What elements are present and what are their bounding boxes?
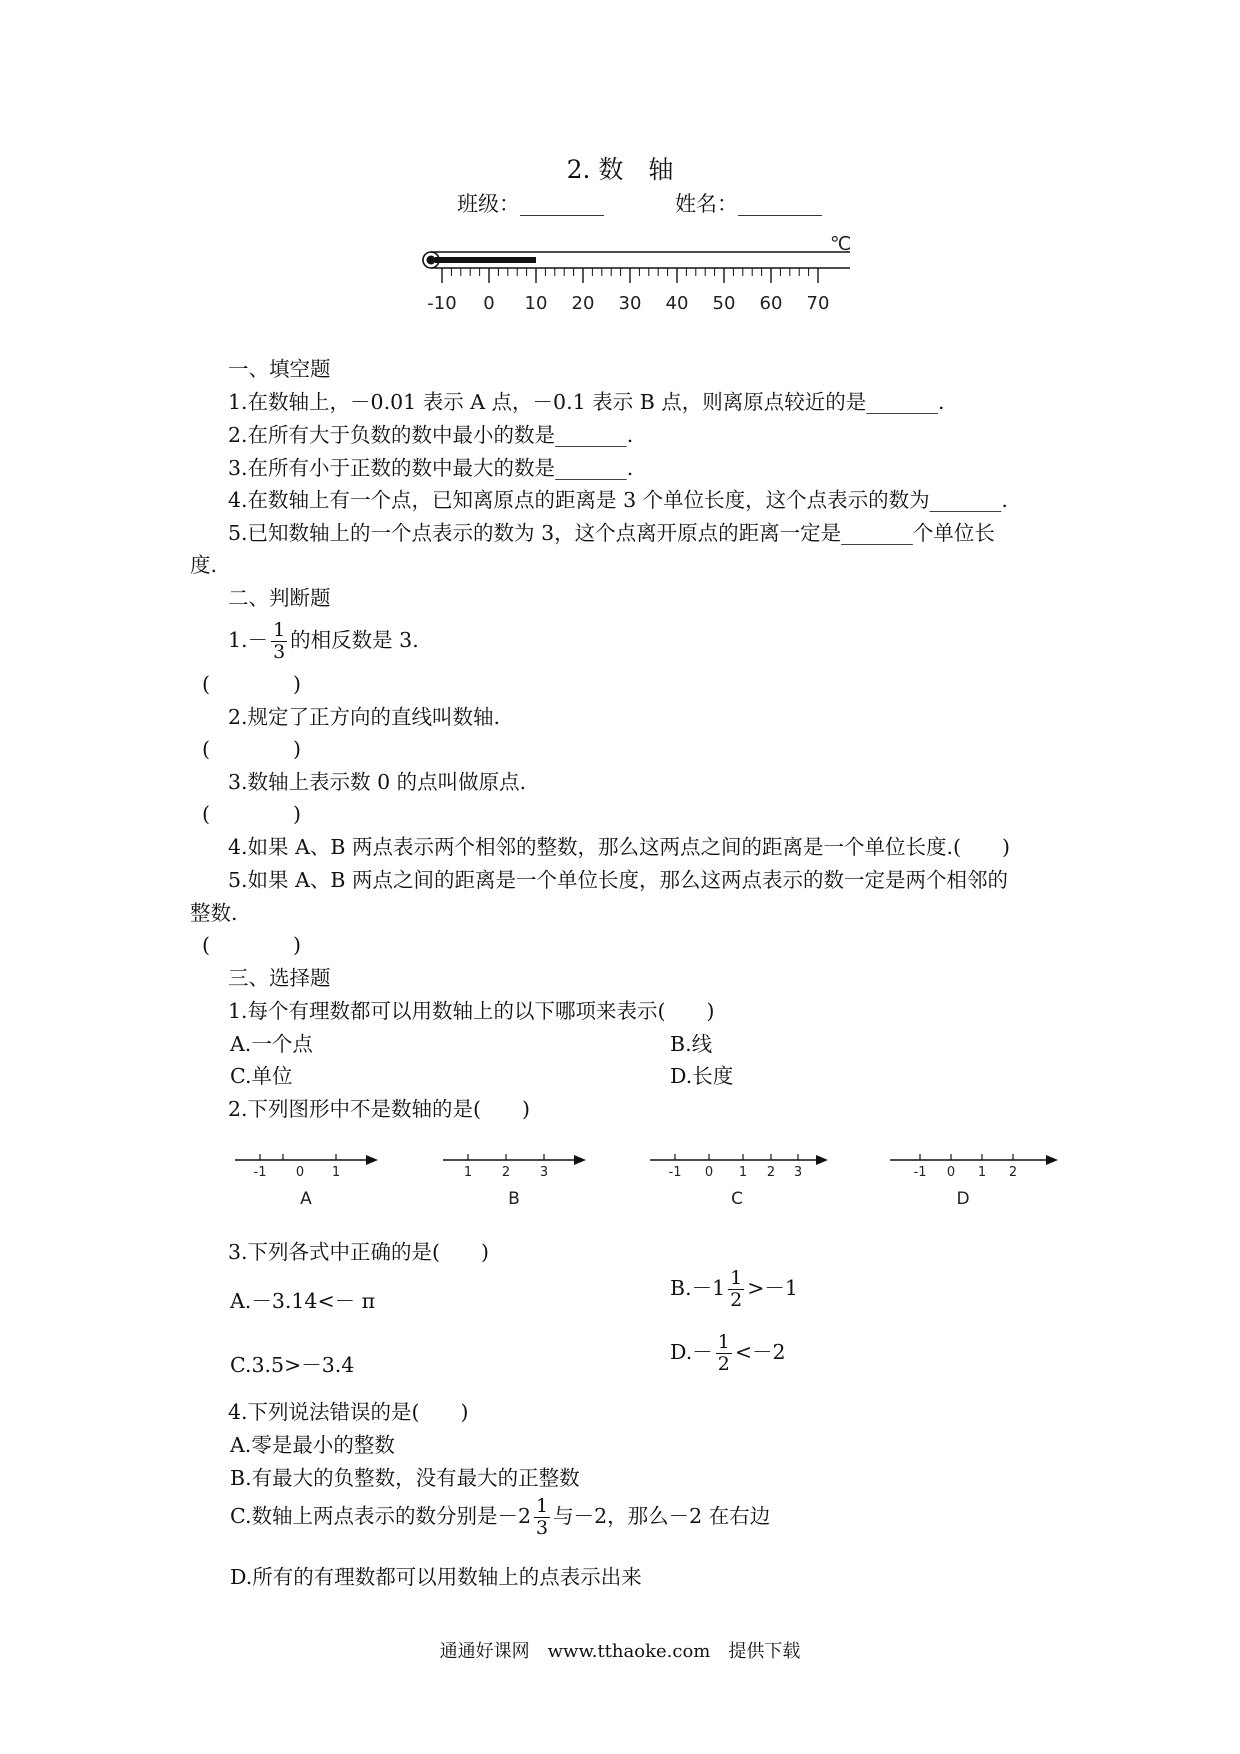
fraction-one-third xyxy=(271,620,287,663)
fraction-denominator: 3 xyxy=(273,641,286,663)
question-1-2: 2.在所有大于负数的数中最小的数是_______. xyxy=(228,423,634,447)
choice-3-1-d: D.长度 xyxy=(670,1064,734,1088)
tick-label: 3 xyxy=(793,1165,803,1180)
section-heading-fill-blank: 一、填空题 xyxy=(228,357,331,381)
thermo-label: -10 xyxy=(427,293,457,314)
thermo-label: 0 xyxy=(483,293,495,314)
axis-arrow xyxy=(816,1155,828,1165)
question-2-1 xyxy=(228,620,419,663)
tick-label: 2 xyxy=(766,1165,776,1180)
tick-label: 1 xyxy=(738,1165,748,1180)
tick-label: 2 xyxy=(501,1165,511,1180)
q33b-suffix: >－1 xyxy=(747,1276,798,1300)
choice-3-1-a: A.一个点 xyxy=(230,1032,313,1056)
footer-credit: 通通好课网 www.tthaoke.com 提供下载 xyxy=(439,1641,801,1662)
fraction-one-half xyxy=(716,1332,732,1375)
figure-letter: C xyxy=(731,1189,743,1209)
thermo-label: 70 xyxy=(806,293,830,314)
figure-letter: B xyxy=(508,1189,520,1209)
thermo-label: 20 xyxy=(571,293,595,314)
fraction-numerator: 1 xyxy=(717,1331,730,1353)
q34c-prefix: C.数轴上两点表示的数分别是－2 xyxy=(230,1504,532,1528)
choice-3-3-b xyxy=(670,1268,798,1311)
q21-prefix: 1.－ xyxy=(228,628,269,652)
figure-letter: D xyxy=(956,1189,970,1209)
tick-label: 2 xyxy=(1008,1165,1018,1180)
number-line-figure-a xyxy=(230,1140,380,1210)
q33d-prefix: D.－ xyxy=(670,1340,713,1364)
thermometer-mercury xyxy=(435,257,536,263)
question-1-4: 4.在数轴上有一个点，已知离原点的距离是 3 个单位长度，这个点表示的数为_______. xyxy=(228,488,1008,512)
thermometer-unit: ℃ xyxy=(830,233,852,255)
question-2-5-cont: 整数. xyxy=(190,901,238,925)
axis-arrow xyxy=(1046,1155,1058,1165)
choice-3-4-a: A.零是最小的整数 xyxy=(230,1433,395,1457)
fraction-one-third xyxy=(534,1496,550,1539)
q33d-suffix: <－2 xyxy=(734,1340,786,1364)
axis-arrow xyxy=(366,1155,378,1165)
fraction-numerator: 1 xyxy=(273,619,286,641)
choice-3-1-c: C.单位 xyxy=(230,1064,293,1088)
question-2-4: 4.如果 A、B 两点表示两个相邻的整数，那么这两点之间的距离是一个单位长度.( ) xyxy=(228,835,1010,859)
choice-3-3-a: A.－3.14<－ π xyxy=(230,1289,376,1313)
axis-arrow xyxy=(574,1155,586,1165)
question-2-2: 2.规定了正方向的直线叫数轴. xyxy=(228,705,501,729)
answer-paren: ( ) xyxy=(202,933,315,957)
number-line-figure-d xyxy=(885,1140,1060,1210)
thermometer-bulb-fill xyxy=(427,256,436,265)
choice-3-1-b: B.线 xyxy=(670,1032,713,1056)
thermo-label: 10 xyxy=(524,293,548,314)
fraction-numerator: 1 xyxy=(536,1495,549,1517)
tick-label: -1 xyxy=(253,1165,267,1180)
thermo-label: 60 xyxy=(759,293,783,314)
choice-3-3-d xyxy=(670,1332,786,1375)
question-2-3: 3.数轴上表示数 0 的点叫做原点. xyxy=(228,770,527,794)
page-title: 2. 数 轴 xyxy=(566,155,674,184)
section-heading-multiple-choice: 三、选择题 xyxy=(228,966,331,990)
question-1-5-cont: 度. xyxy=(190,553,218,577)
question-1-1: 1.在数轴上，－0.01 表示 A 点，－0.1 表示 B 点，则离原点较近的是_______. xyxy=(228,390,945,414)
q34c-suffix: 与－2，那么－2 在右边 xyxy=(553,1504,771,1528)
q33b-prefix: B.－1 xyxy=(670,1276,726,1300)
number-line-figure-c xyxy=(645,1140,830,1210)
q21-suffix: 的相反数是 3. xyxy=(290,628,419,652)
figure-letter: A xyxy=(300,1189,312,1209)
thermometer-ticks xyxy=(442,268,818,283)
thermo-label: 40 xyxy=(665,293,689,314)
tick-label: 1 xyxy=(331,1165,341,1180)
tick-label: -1 xyxy=(913,1165,927,1180)
answer-paren: ( ) xyxy=(202,802,315,826)
question-1-3: 3.在所有小于正数的数中最大的数是_______. xyxy=(228,456,634,480)
question-2-5: 5.如果 A、B 两点之间的距离是一个单位长度，那么这两点表示的数一定是两个相邻的 xyxy=(228,868,1008,892)
fraction-one-half xyxy=(728,1268,744,1311)
question-3-1: 1.每个有理数都可以用数轴上的以下哪项来表示( ) xyxy=(228,999,715,1023)
question-3-3: 3.下列各式中正确的是( ) xyxy=(228,1240,490,1264)
fraction-numerator: 1 xyxy=(730,1267,743,1289)
question-1-5: 5.已知数轴上的一个点表示的数为 3，这个点离开原点的距离一定是_______个单位长 xyxy=(228,521,995,545)
question-3-2: 2.下列图形中不是数轴的是( ) xyxy=(228,1097,531,1121)
choice-3-4-c xyxy=(230,1496,770,1539)
answer-paren: ( ) xyxy=(202,672,315,696)
tick-label: 1 xyxy=(463,1165,473,1180)
question-3-4: 4.下列说法错误的是( ) xyxy=(228,1400,469,1424)
tick-label: 0 xyxy=(295,1165,305,1180)
fraction-denominator: 3 xyxy=(536,1517,549,1539)
answer-paren: ( ) xyxy=(202,737,315,761)
tick-label: 0 xyxy=(946,1165,956,1180)
choice-3-4-d: D.所有的有理数都可以用数轴上的点表示出来 xyxy=(230,1565,642,1589)
choice-3-4-b: B.有最大的负整数，没有最大的正整数 xyxy=(230,1466,580,1490)
tick-label: 3 xyxy=(539,1165,549,1180)
tick-label: -1 xyxy=(668,1165,682,1180)
thermo-label: 50 xyxy=(712,293,736,314)
choice-3-3-c: C.3.5>－3.4 xyxy=(230,1353,355,1377)
thermo-label: 30 xyxy=(618,293,642,314)
thermometer-figure xyxy=(420,225,860,320)
tick-label: 1 xyxy=(977,1165,987,1180)
section-heading-true-false: 二、判断题 xyxy=(228,586,331,610)
number-line-figure-b xyxy=(438,1140,588,1210)
tick-label: 0 xyxy=(704,1165,714,1180)
class-field: 班级：________ xyxy=(457,192,604,216)
name-field: 姓名：________ xyxy=(675,192,822,216)
fraction-denominator: 2 xyxy=(717,1353,730,1375)
fraction-denominator: 2 xyxy=(730,1289,743,1311)
